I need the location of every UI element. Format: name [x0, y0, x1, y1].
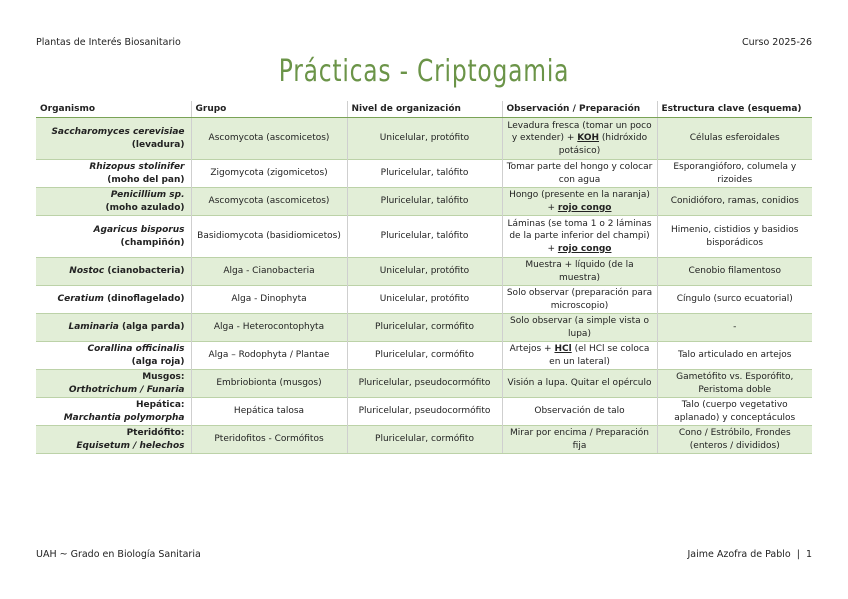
- table-row: [36, 258, 812, 286]
- cell-estructura: Gametófito vs. Esporófito, Peristoma doble: [657, 370, 812, 398]
- organism-scientific-name: Laminaria: [68, 322, 119, 333]
- cell-nivel: Pluricelular, talófito: [347, 188, 502, 216]
- col-header-nivel: Nivel de organización: [347, 101, 502, 118]
- observation-text: Mirar por encima / Preparación fija: [510, 428, 652, 451]
- col-header-grupo: Grupo: [191, 101, 347, 118]
- organism-scientific-name: Equisetum / helechos: [76, 440, 185, 451]
- cell-estructura: Talo articulado en artejos: [657, 342, 812, 370]
- observation-text: Observación de talo: [534, 406, 625, 417]
- cell-grupo: Ascomycota (ascomicetos): [191, 118, 347, 160]
- cell-grupo: Alga - Dinophyta: [191, 286, 347, 314]
- cell-nivel: Unicelular, protófito: [347, 258, 502, 286]
- footer-page-number: 1: [805, 549, 812, 560]
- observation-text: Visión a lupa. Quitar el opérculo: [507, 378, 652, 389]
- cell-observacion: [502, 314, 657, 342]
- organism-scientific-name: Ceratium: [57, 294, 104, 305]
- cell-observacion: [502, 118, 657, 160]
- cell-observacion: [502, 258, 657, 286]
- table-row: [36, 342, 812, 370]
- observation-text-after: (hidróxido potásico): [558, 133, 650, 156]
- cell-observacion: [502, 286, 657, 314]
- cell-grupo: Alga - Heterocontophyta: [191, 314, 347, 342]
- organism-scientific-name: Corallina officinalis: [87, 344, 185, 354]
- table-header-row: [36, 101, 812, 118]
- cell-nivel: Pluricelular, pseudocormófito: [347, 370, 502, 398]
- cell-estructura: Cíngulo (surco ecuatorial): [657, 286, 812, 314]
- cell-organismo: [36, 426, 191, 454]
- organism-scientific-name: Marchantia polymorpha: [63, 412, 185, 423]
- organism-common-name: (dinoflagelado): [103, 294, 185, 305]
- cell-organismo: [36, 160, 191, 188]
- observation-text: Artejos +: [509, 344, 555, 354]
- organism-group: Musgos:: [142, 372, 185, 382]
- table-row: [36, 160, 812, 188]
- organism-scientific-name: Saccharomyces cerevisiae: [51, 127, 185, 137]
- cell-observacion: [502, 370, 657, 398]
- cell-observacion: [502, 216, 657, 258]
- organism-common-name: (moho del pan): [107, 174, 185, 185]
- table-row: [36, 314, 812, 342]
- observation-text: Levadura fresca (tomar un poco y extender) +: [507, 120, 655, 144]
- cell-grupo: Pteridofitos - Cormófitos: [191, 426, 347, 454]
- organism-common-name: (moho azulado): [105, 202, 185, 213]
- cell-organismo: [36, 286, 191, 314]
- table-row: [36, 216, 812, 258]
- cell-grupo: Alga – Rodophyta / Plantae: [191, 342, 347, 370]
- cell-estructura: Células esferoidales: [657, 118, 812, 160]
- cell-observacion: [502, 398, 657, 426]
- observation-text-after: (el HCl se coloca en un lateral): [549, 344, 653, 367]
- cell-estructura: Cenobio filamentoso: [657, 258, 812, 286]
- organism-group: Pteridófito:: [126, 428, 185, 438]
- cell-organismo: [36, 314, 191, 342]
- cell-estructura: Talo (cuerpo vegetativo aplanado) y conceptáculos: [657, 398, 812, 426]
- organism-common-name: (champiñón): [120, 237, 185, 248]
- observation-reagent: rojo congo: [557, 243, 612, 254]
- cell-grupo: Ascomycota (ascomicetos): [191, 188, 347, 216]
- cell-grupo: Embriobionta (musgos): [191, 370, 347, 398]
- observation-text: Solo observar (preparación para microscopio): [506, 288, 656, 311]
- observation-reagent: rojo congo: [557, 202, 612, 213]
- cell-grupo: Alga - Cianobacteria: [191, 258, 347, 286]
- cell-organismo: [36, 188, 191, 216]
- table-row: [36, 426, 812, 454]
- organism-scientific-name: Nostoc: [69, 266, 105, 277]
- observation-text: Muestra + líquido (de la muestra): [525, 260, 637, 283]
- cell-estructura: Himenio, cistidios y basidios bisporádicos: [657, 216, 812, 258]
- cell-nivel: Pluricelular, talófito: [347, 216, 502, 258]
- cell-grupo: Zigomycota (zigomicetos): [191, 160, 347, 188]
- observation-text: Láminas (se toma 1 o 2 láminas de la parte inferior del champi) +: [507, 218, 655, 254]
- cell-estructura: Esporangióforo, columela y rizoides: [657, 160, 812, 188]
- cell-organismo: [36, 258, 191, 286]
- cell-observacion: [502, 160, 657, 188]
- observation-reagent: HCl: [554, 344, 572, 354]
- table-row: [36, 370, 812, 398]
- organism-common-name: (alga roja): [131, 356, 185, 367]
- cell-grupo: Basidiomycota (basidiomicetos): [191, 216, 347, 258]
- cell-nivel: Pluricelular, talófito: [347, 160, 502, 188]
- col-header-observacion: Observación / Preparación: [502, 101, 657, 118]
- cell-nivel: Pluricelular, cormófito: [347, 342, 502, 370]
- cell-estructura: -: [657, 314, 812, 342]
- cell-estructura: Cono / Estróbilo, Frondes (enteros / divididos): [657, 426, 812, 454]
- footer-author: Jaime Azofra de Pablo: [687, 549, 791, 560]
- cell-organismo: [36, 342, 191, 370]
- organism-common-name: (levadura): [131, 139, 185, 150]
- cell-observacion: [502, 426, 657, 454]
- cell-observacion: [502, 188, 657, 216]
- footer-degree: UAH ~ Grado en Biología Sanitaria: [36, 549, 201, 560]
- table-row: [36, 398, 812, 426]
- page-title: Prácticas - Criptogamia: [278, 54, 570, 89]
- organism-common-name: (alga parda): [118, 322, 185, 333]
- organism-scientific-name: Orthotrichum / Funaria: [68, 384, 185, 395]
- footer-separator: |: [796, 549, 800, 560]
- cell-nivel: Unicelular, protófito: [347, 286, 502, 314]
- cell-observacion: [502, 342, 657, 370]
- cryptogam-table: [36, 101, 812, 454]
- observation-text: Tomar parte del hongo y colocar con agua: [506, 162, 656, 185]
- cell-organismo: [36, 370, 191, 398]
- cell-estructura: Conidióforo, ramas, conidios: [657, 188, 812, 216]
- cell-organismo: [36, 118, 191, 160]
- col-header-organismo: Organismo: [36, 101, 191, 118]
- observation-text: Solo observar (a simple vista o lupa): [509, 316, 652, 339]
- organism-common-name: (cianobacteria): [104, 266, 185, 277]
- organism-scientific-name: Rhizopus stolinifer: [89, 162, 185, 172]
- organism-scientific-name: Penicillium sp.: [110, 190, 185, 200]
- organism-scientific-name: Agaricus bisporus: [93, 225, 185, 235]
- table-row: [36, 188, 812, 216]
- table-row: [36, 118, 812, 160]
- cell-nivel: Pluricelular, pseudocormófito: [347, 398, 502, 426]
- observation-reagent: KOH: [577, 133, 600, 144]
- cell-nivel: Pluricelular, cormófito: [347, 314, 502, 342]
- header-course-name: Plantas de Interés Biosanitario: [36, 37, 181, 48]
- cell-organismo: [36, 216, 191, 258]
- cell-nivel: Unicelular, protófito: [347, 118, 502, 160]
- col-header-estructura: Estructura clave (esquema): [657, 101, 812, 118]
- footer-author-page: [687, 549, 812, 560]
- header-course-year: Curso 2025-26: [741, 37, 812, 48]
- table-row: [36, 286, 812, 314]
- observation-text: Hongo (presente en la naranja) +: [509, 190, 653, 213]
- cell-organismo: [36, 398, 191, 426]
- cell-nivel: Pluricelular, cormófito: [347, 426, 502, 454]
- organism-group: Hepática:: [135, 400, 185, 410]
- cell-grupo: Hepática talosa: [191, 398, 347, 426]
